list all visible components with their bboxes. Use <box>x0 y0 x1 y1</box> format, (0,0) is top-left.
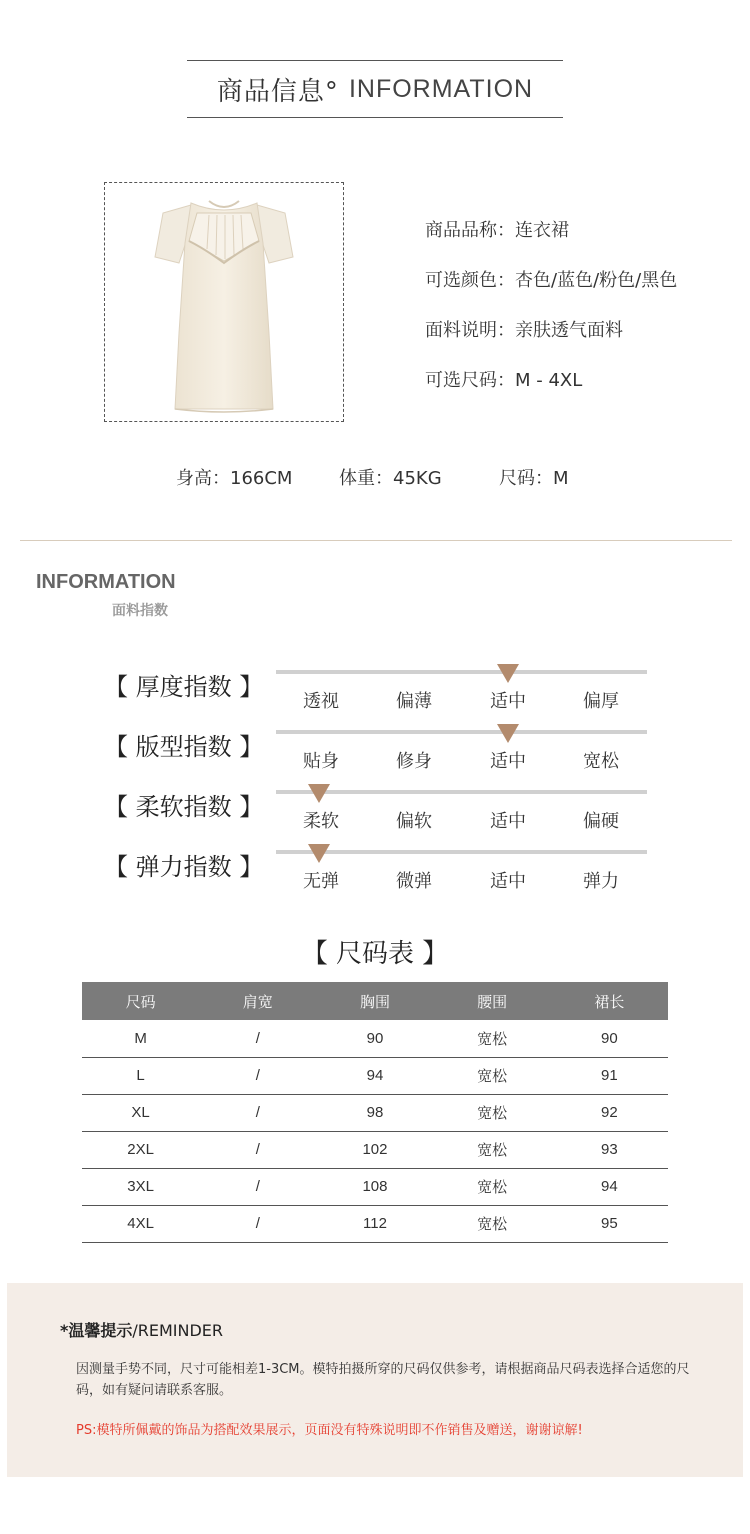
index-option-fit: 宽松 <box>583 751 619 772</box>
index-option-thickness: 适中 <box>490 691 526 712</box>
spec-sizes-label: 可选尺码： <box>425 370 515 391</box>
index-option-thickness: 透视 <box>303 691 339 712</box>
index-track-fit <box>276 730 647 734</box>
index-marker-softness <box>308 784 330 803</box>
product-image-frame <box>104 182 344 422</box>
table-row <box>82 1168 668 1205</box>
spec-fabric <box>425 316 623 342</box>
cell-bust: 112 <box>316 1205 433 1242</box>
cell-size: 3XL <box>82 1168 199 1205</box>
cell-shoulder: / <box>199 1131 316 1168</box>
cell-length: 93 <box>551 1131 668 1168</box>
index-label-thickness: 【 厚度指数 】 <box>104 673 264 701</box>
reminder-ps: PS:模特所佩戴的饰品为搭配效果展示，页面没有特殊说明即不作销售及赠送，谢谢谅解! <box>76 1423 583 1438</box>
reminder-title-en: /REMINDER <box>132 1321 224 1340</box>
spec-fabric-value: 亲肤透气面料 <box>515 320 623 341</box>
index-option-thickness: 偏薄 <box>396 691 432 712</box>
table-row <box>82 1205 668 1242</box>
cell-waist: 宽松 <box>434 1168 551 1205</box>
dress-photo-icon <box>105 183 343 421</box>
index-marker-fit <box>497 724 519 743</box>
cell-length: 90 <box>551 1020 668 1057</box>
cell-shoulder: / <box>199 1168 316 1205</box>
table-row <box>82 1131 668 1168</box>
size-chart-header-row <box>82 982 668 1020</box>
section-title-en: INFORMATION <box>348 74 534 103</box>
index-option-fit: 贴身 <box>303 751 339 772</box>
spec-name-label: 商品品称： <box>425 220 515 241</box>
cell-length: 91 <box>551 1057 668 1094</box>
table-row <box>82 1057 668 1094</box>
index-option-softness: 偏硬 <box>583 811 619 832</box>
cell-waist: 宽松 <box>434 1020 551 1057</box>
reminder-panel <box>7 1283 743 1477</box>
model-height <box>176 464 292 490</box>
cell-bust: 108 <box>316 1168 433 1205</box>
reminder-title <box>60 1318 223 1341</box>
size-chart-title: 【 尺码表 】 <box>301 939 449 969</box>
cell-waist: 宽松 <box>434 1094 551 1131</box>
section-divider <box>20 540 732 541</box>
header-size: 尺码 <box>82 982 199 1020</box>
cell-size: XL <box>82 1094 199 1131</box>
index-label-fit: 【 版型指数 】 <box>104 733 264 761</box>
cell-size: L <box>82 1057 199 1094</box>
cell-bust: 98 <box>316 1094 433 1131</box>
table-row <box>82 1020 668 1057</box>
index-option-fit: 适中 <box>490 751 526 772</box>
cell-size: 2XL <box>82 1131 199 1168</box>
cell-waist: 宽松 <box>434 1057 551 1094</box>
model-size <box>499 464 569 490</box>
index-option-elasticity: 弹力 <box>583 871 619 892</box>
index-marker-elasticity <box>308 844 330 863</box>
index-option-fit: 修身 <box>396 751 432 772</box>
spec-colors <box>425 266 677 292</box>
index-option-softness: 适中 <box>490 811 526 832</box>
model-size-label: 尺码： <box>499 468 553 489</box>
index-marker-thickness <box>497 664 519 683</box>
cell-shoulder: / <box>199 1020 316 1057</box>
reminder-text: 因测量手势不同，尺寸可能相差1-3CM。模特拍摄所穿的尺码仅供参考，请根据商品尺码表选择合适您的尺码，如有疑问请联系客服。 <box>76 1362 690 1398</box>
cell-length: 92 <box>551 1094 668 1131</box>
model-height-value: 166CM <box>230 468 293 489</box>
size-chart-table <box>82 982 668 1243</box>
header-bust: 胸围 <box>316 982 433 1020</box>
index-option-thickness: 偏厚 <box>583 691 619 712</box>
index-option-elasticity: 微弹 <box>396 871 432 892</box>
header-length: 裙长 <box>551 982 668 1020</box>
spec-fabric-label: 面料说明： <box>425 320 515 341</box>
spec-sizes <box>425 366 582 392</box>
cell-waist: 宽松 <box>434 1131 551 1168</box>
cell-bust: 94 <box>316 1057 433 1094</box>
index-label-elasticity: 【 弹力指数 】 <box>104 853 264 881</box>
header-waist: 腰围 <box>434 982 551 1020</box>
model-height-label: 身高： <box>176 468 230 489</box>
fabric-title-cn: 面料指数 <box>112 603 168 619</box>
index-option-softness: 偏软 <box>396 811 432 832</box>
fabric-title-en: INFORMATION <box>36 571 176 593</box>
cell-size: 4XL <box>82 1205 199 1242</box>
cell-shoulder: / <box>199 1057 316 1094</box>
index-track-elasticity <box>276 850 647 854</box>
spec-name-value: 连衣裙 <box>515 220 569 241</box>
cell-length: 95 <box>551 1205 668 1242</box>
cell-shoulder: / <box>199 1094 316 1131</box>
index-label-softness: 【 柔软指数 】 <box>104 793 264 821</box>
index-option-softness: 柔软 <box>303 811 339 832</box>
model-size-value: M <box>553 468 569 489</box>
cell-bust: 90 <box>316 1020 433 1057</box>
table-row <box>82 1094 668 1131</box>
cell-length: 94 <box>551 1168 668 1205</box>
cell-waist: 宽松 <box>434 1205 551 1242</box>
spec-sizes-value: M - 4XL <box>515 370 583 391</box>
reminder-title-cn: *温馨提示 <box>60 1321 133 1340</box>
index-option-elasticity: 适中 <box>490 871 526 892</box>
spec-name <box>425 216 569 242</box>
spec-colors-label: 可选颜色： <box>425 270 515 291</box>
index-track-thickness <box>276 670 647 674</box>
header-bottom-rule <box>187 117 563 118</box>
cell-size: M <box>82 1020 199 1057</box>
cell-shoulder: / <box>199 1205 316 1242</box>
cell-bust: 102 <box>316 1131 433 1168</box>
section-title-cn: 商品信息° <box>216 76 339 107</box>
index-track-softness <box>276 790 647 794</box>
header-shoulder: 肩宽 <box>199 982 316 1020</box>
model-weight-value: 45KG <box>393 468 442 489</box>
section-title <box>187 60 563 118</box>
spec-colors-value: 杏色/蓝色/粉色/黑色 <box>515 270 678 291</box>
model-weight <box>339 464 442 490</box>
model-weight-label: 体重： <box>339 468 393 489</box>
index-option-elasticity: 无弹 <box>303 871 339 892</box>
